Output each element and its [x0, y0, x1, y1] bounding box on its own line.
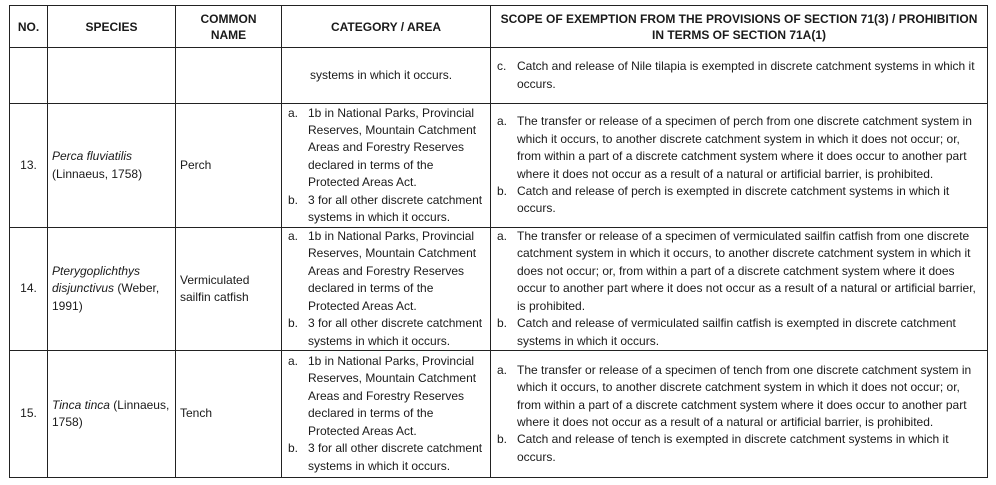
scope-item-marker: b. [497, 183, 508, 198]
cell-scope-of-exemption [491, 104, 988, 228]
category-item-marker: b. [288, 441, 299, 456]
cell-scope-of-exemption [491, 351, 988, 478]
species-scientific-name: Perca fluviatilis [52, 149, 133, 164]
scope-item-marker: a. [497, 362, 508, 377]
table-row [10, 228, 988, 351]
category-item-text: 1b in National Parks, Provincial Reserves, Mountain Catchment Areas and Forestry Reserves declared in terms of the Protected Areas Act. [308, 354, 477, 438]
category-item-text: 3 for all other discrete catchment systems in which it occurs. [308, 192, 483, 225]
cell-species [48, 228, 176, 351]
category-item-marker: a. [288, 105, 299, 120]
scope-item-text: The transfer or release of a specimen of perch from one discrete catchment system in which it occurs, to another discrete catchment system in which it does not occur; or, from within a part of a discrete catchment system where it does occur to another part where it does not occur as a result of a natural or artificial barrier, is prohibited. [517, 114, 972, 181]
category-item-b [286, 315, 486, 350]
species-exemption-table [9, 5, 988, 478]
cell-scope-of-exemption [491, 228, 988, 351]
scope-item-text: Catch and release of tench is exempted in discrete catchment systems in which it occurs. [517, 432, 949, 464]
header-no: NO. [10, 6, 48, 48]
table-row-continuation [10, 48, 988, 104]
scope-item-marker: b. [497, 432, 508, 447]
category-item-a [286, 353, 486, 440]
scope-item-marker: a. [497, 229, 508, 244]
scope-item-marker: c. [497, 59, 507, 74]
category-item-text: 1b in National Parks, Provincial Reserves, Mountain Catchment Areas and Forestry Reserves declared in terms of the Protected Areas Act. [308, 105, 477, 190]
cell-no: 15. [10, 351, 48, 478]
cell-common-name: Vermiculated sailfin catfish [176, 228, 282, 351]
category-item-marker: b. [288, 192, 299, 207]
scope-item-b [495, 431, 983, 466]
scope-item-text: Catch and release of perch is exempted in discrete catchment systems in which it occurs. [517, 183, 950, 216]
table-row [10, 104, 988, 228]
species-authority: (Weber, 1991) [52, 281, 160, 313]
scope-item-b [495, 183, 983, 218]
cell-no-empty [10, 48, 48, 104]
scope-item-a [495, 113, 983, 183]
cell-no: 13. [10, 104, 48, 228]
scope-item-marker: b. [497, 316, 508, 331]
species-authority: (Linnaeus, 1758) [52, 397, 170, 429]
table-header-row [10, 6, 988, 48]
header-scope-of-exemption: SCOPE OF EXEMPTION FROM THE PROVISIONS OF SECTION 71(3) / PROHIBITION IN TERMS OF SECTION 71A(1) [491, 6, 988, 48]
cell-category-continued [282, 48, 491, 104]
cell-category-area [282, 104, 491, 228]
category-item-text: 1b in National Parks, Provincial Reserves, Mountain Catchment Areas and Forestry Reserves declared in terms of the Protected Areas Act. [308, 229, 477, 313]
category-item-b [286, 440, 486, 475]
table-row [10, 351, 988, 478]
cell-species-empty [48, 48, 176, 104]
species-authority: (Linnaeus, 1758) [52, 166, 143, 181]
scope-item-text: The transfer or release of a specimen of vermiculated sailfin catfish from one discrete catchment system in which it occurs, to another discrete catchment system in which it does not occur; or, from within a part of a discrete catchment system where it does occur to another part where it does not occur as a result of a natural or artificial barrier, is prohibited. [517, 229, 976, 313]
category-item-marker: a. [288, 229, 299, 244]
scope-item-a [495, 362, 983, 432]
scope-item-b [495, 315, 983, 350]
scope-item-marker: a. [497, 114, 508, 129]
cell-species [48, 351, 176, 478]
cell-common-name-empty [176, 48, 282, 104]
category-tail-text: systems in which it occurs. [310, 67, 453, 82]
scope-item-c [495, 58, 983, 93]
header-category-area: CATEGORY / AREA [282, 6, 491, 48]
cell-common-name: Perch [176, 104, 282, 228]
cell-scope-continued [491, 48, 988, 104]
category-item-b [286, 192, 486, 227]
header-common-name: COMMON NAME [176, 6, 282, 48]
scope-item-text: The transfer or release of a specimen of tench from one discrete catchment system in which it occurs, to another discrete catchment system in which it does not occur; or, from within a part of a discrete catchment system where it does occur to another part where it does not occur as a result of a natural or artificial barrier, is prohibited. [517, 362, 972, 429]
cell-category-area [282, 228, 491, 351]
category-item-marker: a. [288, 354, 299, 369]
header-species: SPECIES [48, 6, 176, 48]
cell-no: 14. [10, 228, 48, 351]
category-item-text: 3 for all other discrete catchment systems in which it occurs. [308, 316, 483, 348]
category-item-a [286, 228, 486, 315]
species-scientific-name: Pterygoplichthys disjunctivus [52, 263, 141, 296]
category-item-text: 3 for all other discrete catchment systems in which it occurs. [308, 441, 483, 473]
cell-common-name: Tench [176, 351, 282, 478]
scope-item-text: Catch and release of Nile tilapia is exempted in discrete catchment systems in which it occurs. [517, 59, 975, 91]
scope-item-text: Catch and release of vermiculated sailfin catfish is exempted in discrete catchment systems in which it occurs. [517, 316, 956, 348]
category-item-marker: b. [288, 316, 299, 331]
species-scientific-name: Tinca tinca [52, 397, 110, 412]
cell-species [48, 104, 176, 228]
cell-category-area [282, 351, 491, 478]
scope-item-a [495, 228, 983, 315]
category-item-a [286, 105, 486, 192]
